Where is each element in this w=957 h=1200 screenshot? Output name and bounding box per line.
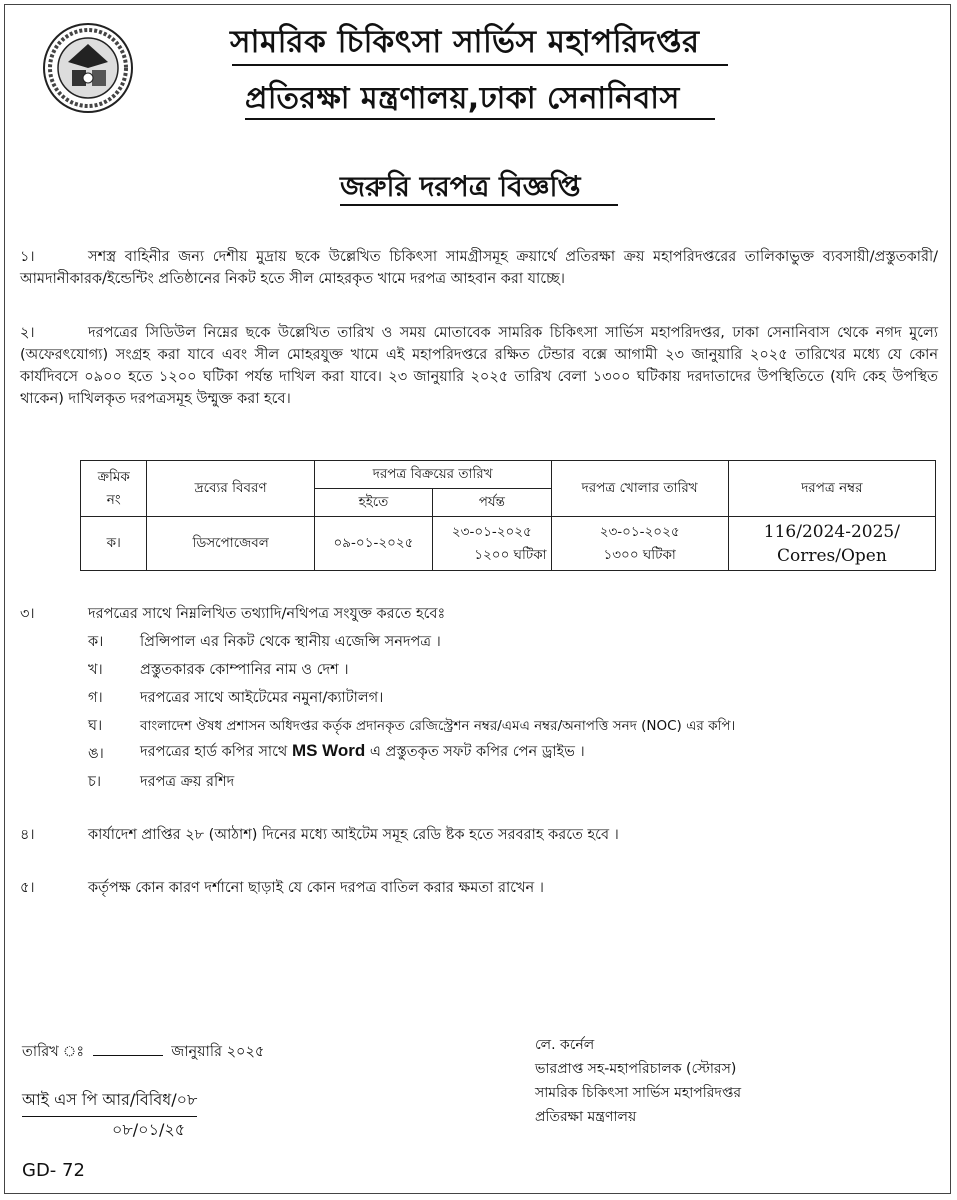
- para-3-number: ৩।: [20, 606, 35, 622]
- cell-open-date: ২৩-০১-২০২৫: [599, 523, 680, 540]
- sig-rank: লে. কর্নেল: [535, 1037, 595, 1053]
- ms-word-label: MS Word: [291, 741, 366, 760]
- th-to: পর্যন্ত: [433, 489, 551, 517]
- th-serial: [81, 461, 147, 517]
- ministry-line: প্রতিরক্ষা মন্ত্রণালয়,ঢাকা সেনানিবাস: [245, 81, 680, 116]
- cell-from: ০৯-০১-২০২৫: [314, 517, 432, 571]
- date-line: [22, 1041, 264, 1065]
- doc-item-text: দরপত্র ক্রয় রশিদ: [140, 774, 235, 790]
- date-value: জানুয়ারি ২০২৫: [171, 1044, 265, 1060]
- header-underline-2: [245, 118, 715, 120]
- doc-item-label: ঙ।: [88, 746, 104, 762]
- para-5-text: কর্তৃপক্ষ কোন কারণ দর্শানো ছাড়াই যে কোন দরপত্র বাতিল করার ক্ষমতা রাখেন ।: [88, 880, 544, 896]
- cell-tender-no: [728, 517, 935, 571]
- cell-open: [551, 517, 728, 571]
- doc-item-text: দরপত্রের সাথে আইটেমের নমুনা/ক্যাটালগ।: [140, 690, 384, 706]
- cell-to-time: ১২০০ ঘটিকা: [474, 546, 547, 563]
- cell-to-date: ২৩-০১-২০২৫: [451, 523, 532, 540]
- para-2-number: ২।: [20, 325, 35, 341]
- sig-org: সামরিক চিকিৎসা সার্ভিস মহাপরিদপ্তর: [535, 1085, 742, 1101]
- th-tender-no: দরপত্র নম্বর: [728, 461, 935, 517]
- doc-item-text: প্রস্তুতকারক কোম্পানির নাম ও দেশ ।: [140, 662, 349, 678]
- doc-item-label: ঘ।: [88, 718, 103, 734]
- org-name: সামরিক চিকিৎসা সার্ভিস মহাপরিদপ্তর: [230, 24, 700, 60]
- emblem-logo: [42, 22, 134, 114]
- th-description: দ্রব্যের বিবরণ: [147, 461, 314, 517]
- date-blank: [93, 1041, 163, 1056]
- doc-item-text: বাংলাদেশ ঔষধ প্রশাসন অধিদপ্তর কর্তৃক প্রদানকৃত রেজিস্ট্রেশন নম্বর/এমএ নম্বর/অনাপত্তি সনদ (NOC) এর কপি।: [140, 718, 736, 734]
- reference-date: ০৮/০১/২৫: [112, 1120, 186, 1139]
- para-1-number: ১।: [20, 249, 35, 265]
- table-row: [81, 517, 936, 571]
- th-serial-line1: ক্রমিক: [97, 468, 130, 485]
- tender-no-line1: 116/2024-2025/: [763, 521, 900, 542]
- sig-ministry: প্রতিরক্ষা মন্ত্রণালয়: [535, 1109, 637, 1125]
- cell-serial: ক।: [81, 517, 147, 571]
- doc-item-label: খ।: [88, 662, 103, 678]
- doc-item-text: প্রিন্সিপাল এর নিকট থেকে স্থানীয় এজেন্সি সনদপত্র ।: [140, 634, 441, 650]
- signature-block: [535, 1033, 741, 1129]
- reference-number: আই এস পি আর/বিবিধ/০৮: [22, 1087, 197, 1117]
- para-1-text: সশস্ত্র বাহিনীর জন্য দেশীয় মুদ্রায় ছকে উল্লেখিত চিকিৎসা সামগ্রীসমূহ ক্রয়ার্থে প্রতিরক্ষা ক্রয় মহাপরিদপ্তরের তালিকাভুক্ত ব্যবসায়ী/প্রস্তুতকারী/আমদানীকারক/ইন্ডেন্টিং প্রতিষ্ঠানের নিকট হতে সীল মোহরকৃত খামে দরপত্র আহবান করা যাচ্ছে।: [20, 249, 938, 287]
- para-2-text: দরপত্রের সিডিউল নিম্নের ছকে উল্লেখিত তারিখ ও সময় মোতাবেক সামরিক চিকিৎসা সার্ভিস মহাপরিদপ্তর, ঢাকা সেনানিবাস থেকে নগদ মুল্যে (অফেরৎযোগ্য) সংগ্রহ করা যাবে এবং সীল মোহরযুক্ত খামে এই মহাপরিদপ্তরে রক্ষিত টেন্ডার বক্সে আগামী ২৩ জানুয়ারি ২০২৫ তারিখের মধ্যে যে কোন কার্যদিবসে ০৯০০ হতে ১২০০ ঘটিকা পর্যন্ত দাখিল করা যাবে। ২৩ জানুয়ারি ২০২৫ তারিখ বেলা ১৩০০ ঘটিকায় দরদাতাদের উপস্থিতিতে (যদি কেহ উপস্থিত থাকেন) দাখিলকৃত দরপত্রসমূহ উম্মুক্ত করা হবে।: [20, 325, 938, 407]
- tender-no-line2: Corres/Open: [776, 545, 887, 566]
- tender-table: [80, 460, 936, 571]
- documents-intro: দরপত্রের সাথে নিম্নলিখিত তথ্যাদি/নথিপত্র সংযুক্ত করতে হবেঃ: [88, 606, 446, 622]
- th-from: হইতে: [314, 489, 432, 517]
- para-4-number: ৪।: [20, 827, 35, 843]
- cell-to: [433, 517, 551, 571]
- notice-title: জরুরি দরপত্র বিজ্ঞপ্তি: [340, 170, 581, 203]
- doc-item-text-a: দরপত্রের হার্ড কপির সাথে: [140, 744, 288, 760]
- gd-code: GD- 72: [22, 1160, 85, 1181]
- doc-item-label: গ।: [88, 690, 103, 706]
- header-underline-1: [232, 64, 728, 66]
- cell-open-time: ১৩০০ ঘটিকা: [603, 546, 676, 563]
- th-serial-line2: নং: [106, 491, 121, 508]
- th-opening-date: দরপত্র খোলার তারিখ: [551, 461, 728, 517]
- cell-description: ডিসপোজেবল: [147, 517, 314, 571]
- sig-title: ভারপ্রাপ্ত সহ-মহাপরিচালক (স্টোরস): [535, 1061, 737, 1077]
- para-5-number: ৫।: [20, 880, 35, 896]
- para-4-text: কার্যাদেশ প্রাপ্তির ২৮ (আঠাশ) দিনের মধ্যে আইটেম সমূহ রেডি ষ্টক হতে সরবরাহ করতে হবে ।: [88, 827, 619, 843]
- title-underline: [340, 204, 618, 206]
- date-label: তারিখ ঃ: [22, 1044, 85, 1060]
- doc-item-label: চ।: [88, 774, 102, 790]
- doc-item-text: [140, 741, 585, 765]
- th-sale-date: দরপত্র বিক্রয়ের তারিখ: [314, 461, 551, 489]
- doc-item-label: ক।: [88, 634, 104, 650]
- doc-item-text-c: এ প্রস্তুতকৃত সফট কপির পেন ড্রাইভ ।: [369, 744, 585, 760]
